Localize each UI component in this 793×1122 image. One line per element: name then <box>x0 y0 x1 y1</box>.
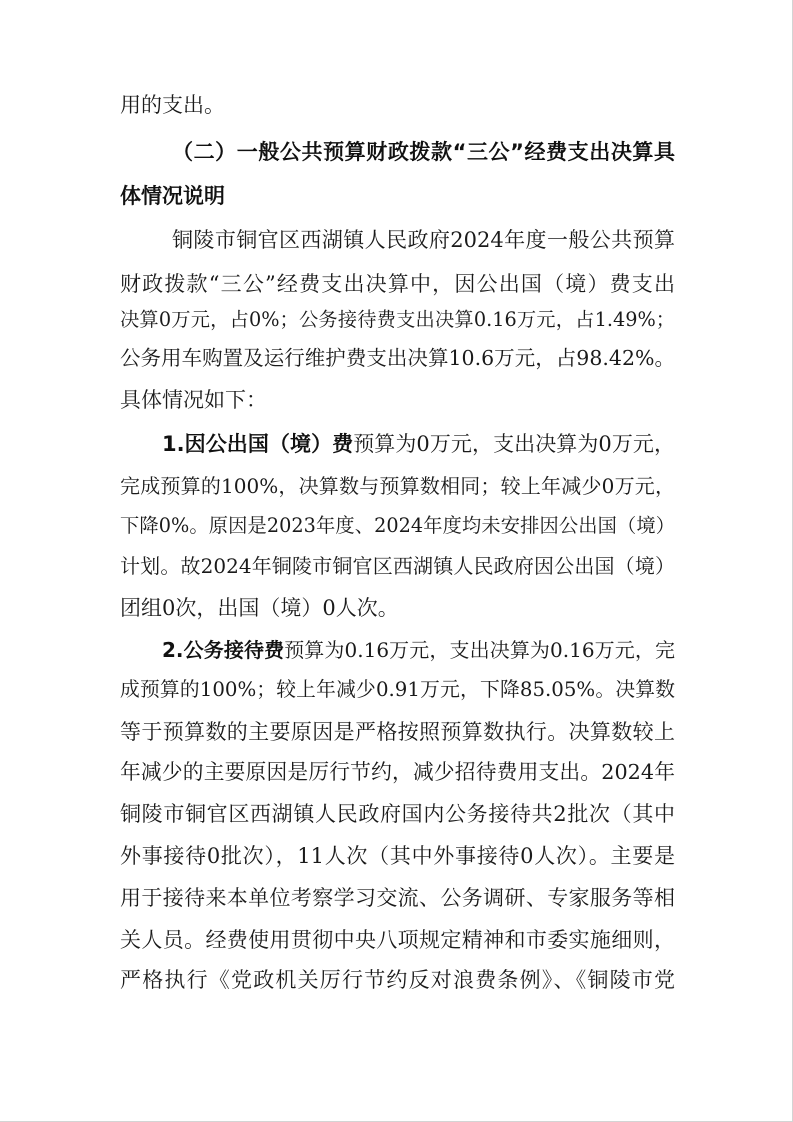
paragraph-line: 用于接待来本单位考察学习交流、公务调研、专家服务等相 <box>120 886 675 910</box>
paragraph-line: 铜陵市铜官区西湖镇人民政府2024年度一般公共预算 <box>172 228 675 252</box>
paragraph-line: 年减少的主要原因是厉行节约，减少招待费用支出。2024年 <box>120 760 675 784</box>
item-line: 2.公务接待费预算为0.16万元，支出决算为0.16万元，完 <box>162 638 676 662</box>
paragraph-line: 严格执行《党政机关厉行节约反对浪费条例》、《铜陵市党 <box>120 968 675 992</box>
paragraph-line: 外事接待0批次），11人次（其中外事接待0人次）。主要是 <box>120 844 675 868</box>
paragraph-line: 财政拨款“三公”经费支出决算中，因公出国（境）费支出 <box>120 272 675 296</box>
paragraph-line: 完成预算的100%，决算数与预算数相同；较上年减少0万元， <box>120 474 675 498</box>
paragraph-line: 铜陵市铜官区西湖镇人民政府国内公务接待共2批次（其中 <box>120 802 675 826</box>
paragraph-line: 计划。故2024年铜陵市铜官区西湖镇人民政府因公出国（境） <box>120 554 675 578</box>
item-title: 1.因公出国（境）费 <box>162 432 354 456</box>
paragraph-line: 等于预算数的主要原因是严格按照预算数执行。决算数较上 <box>120 720 675 744</box>
paragraph-line: 下降0%。原因是2023年度、2024年度均未安排因公出国（境） <box>120 514 675 537</box>
paragraph-line: 关人员。经费使用贯彻中央八项规定精神和市委实施细则， <box>120 928 675 952</box>
section-heading: （二）一般公共预算财政拨款“三公”经费支出决算具 <box>172 140 675 164</box>
paragraph-line: 公务用车购置及运行维护费支出决算10.6万元，占98.42%。 <box>120 346 675 370</box>
item-line: 1.因公出国（境）费预算为0万元，支出决算为0万元， <box>162 432 675 456</box>
section-heading-cont: 体情况说明 <box>120 184 225 208</box>
paragraph-line: 团组0次，出国（境）0人次。 <box>120 596 399 620</box>
paragraph-line: 具体情况如下： <box>120 388 267 412</box>
item-title: 2.公务接待费 <box>162 638 285 662</box>
paragraph-line: 决算0万元，占0%；公务接待费支出决算0.16万元，占1.49%； <box>120 308 675 331</box>
paragraph-line: 成预算的100%；较上年减少0.91万元，下降85.05%。决算数 <box>120 678 675 701</box>
text-line: 用的支出。 <box>120 93 225 117</box>
